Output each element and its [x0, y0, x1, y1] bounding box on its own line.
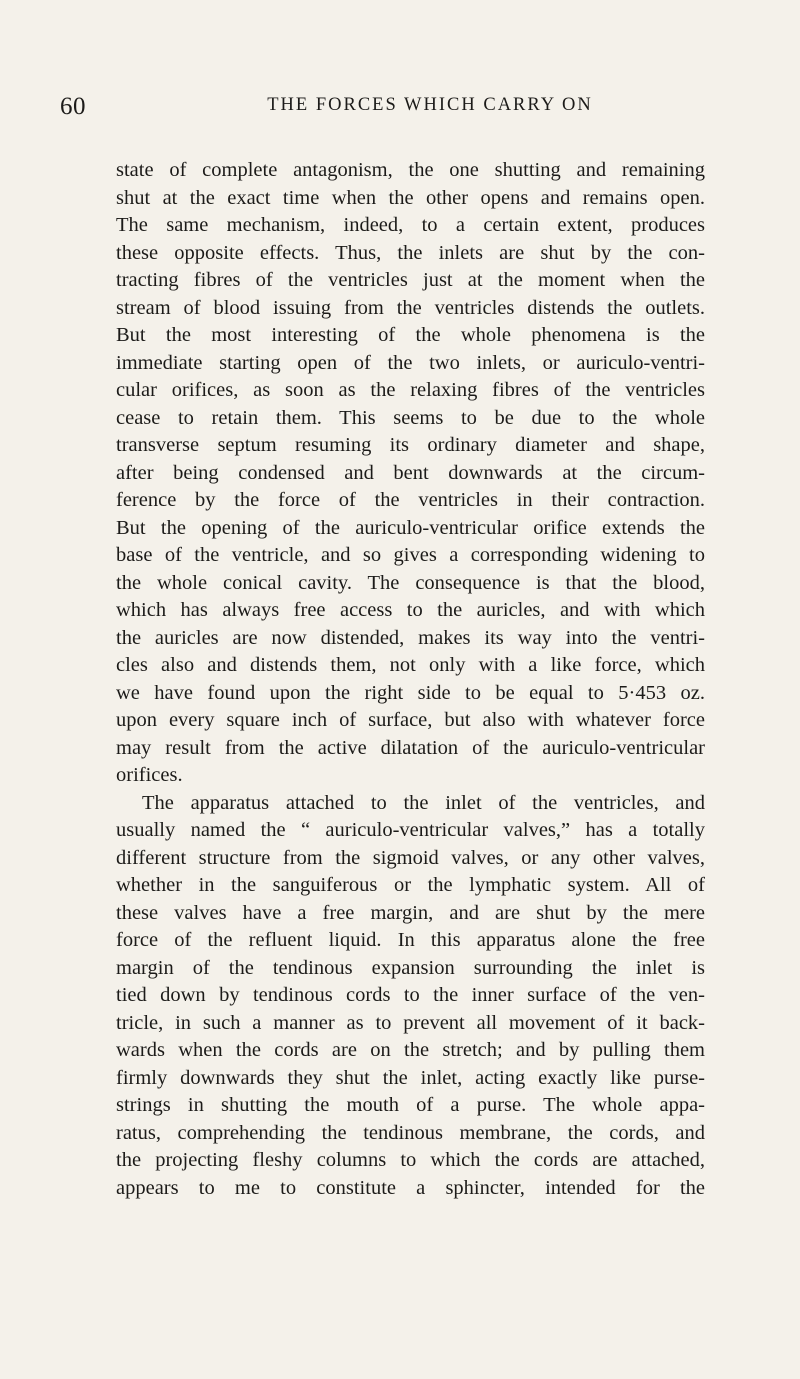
text-line: immediate starting open of the two inlets, or auriculo-ventri- [116, 351, 705, 374]
text-line: shut at the exact time when the other opens and remains open. [116, 186, 705, 209]
text-line: ference by the force of the ventricles in their contraction. [116, 489, 705, 511]
paragraph-start-line: The apparatus attached to the inlet of the ventricles, and [142, 791, 705, 814]
text-line: usually named the “ auriculo-ventricular valves,” has a totally [116, 819, 705, 841]
text-line: the auricles are now distended, makes its way into the ventri- [116, 626, 705, 649]
text-line: different structure from the sigmoid valves, or any other valves, [116, 846, 705, 869]
text-line: But the opening of the auriculo-ventricular orifice extends the [116, 516, 705, 539]
text-line: wards when the cords are on the stretch; and by pulling them [116, 1039, 705, 1061]
text-line: firmly downwards they shut the inlet, acting exactly like purse- [116, 1066, 705, 1089]
text-line: state of complete antagonism, the one shutting and remaining [116, 159, 705, 181]
text-line: upon every square inch of surface, but also with whatever force [116, 709, 705, 731]
page-header [60, 93, 760, 123]
text-line: whether in the sanguiferous or the lymphatic system. All of [116, 874, 705, 896]
text-line: tied down by tendinous cords to the inner surface of the ven- [116, 984, 705, 1006]
text-line: tracting fibres of the ventricles just at the moment when the [116, 269, 705, 291]
text-line: the whole conical cavity. The consequence is that the blood, [116, 571, 705, 594]
text-line: may result from the active dilatation of the auriculo-ventricular [116, 736, 705, 759]
text-line: margin of the tendinous expansion surrounding the inlet is [116, 956, 705, 979]
text-line: strings in shutting the mouth of a purse. The whole appa- [116, 1094, 705, 1116]
text-line: base of the ventricle, and so gives a corresponding widening to [116, 544, 705, 566]
text-line: cease to retain them. This seems to be due to the whole [116, 406, 705, 429]
text-line: ratus, comprehending the tendinous membrane, the cords, and [116, 1121, 705, 1144]
page-number: 60 [60, 93, 86, 120]
body-text [116, 157, 705, 1202]
text-line: stream of blood issuing from the ventricles distends the outlets. [116, 296, 705, 319]
text-line: cles also and distends them, not only with a like force, which [116, 654, 705, 676]
text-line: the projecting fleshy columns to which the cords are attached, [116, 1149, 705, 1171]
text-line: force of the refluent liquid. In this apparatus alone the free [116, 929, 705, 951]
text-line: these valves have a free margin, and are shut by the mere [116, 901, 705, 924]
text-line: after being condensed and bent downwards at the circum- [116, 461, 705, 484]
text-line: The same mechanism, indeed, to a certain extent, produces [116, 214, 705, 236]
text-line: tricle, in such a manner as to prevent all movement of it back- [116, 1011, 705, 1034]
paragraph-end-line: orifices. [116, 764, 183, 786]
text-line: But the most interesting of the whole phenomena is the [116, 324, 705, 346]
text-line: appears to me to constitute a sphincter, intended for the [116, 1176, 705, 1199]
text-line: transverse septum resuming its ordinary diameter and shape, [116, 434, 705, 456]
text-line: cular orifices, as soon as the relaxing fibres of the ventricles [116, 379, 705, 401]
text-line: which has always free access to the auricles, and with which [116, 599, 705, 621]
running-title: THE FORCES WHICH CARRY ON [267, 95, 593, 115]
text-line: we have found upon the right side to be equal to 5·453 oz. [116, 681, 705, 704]
text-line: these opposite effects. Thus, the inlets are shut by the con- [116, 241, 705, 264]
